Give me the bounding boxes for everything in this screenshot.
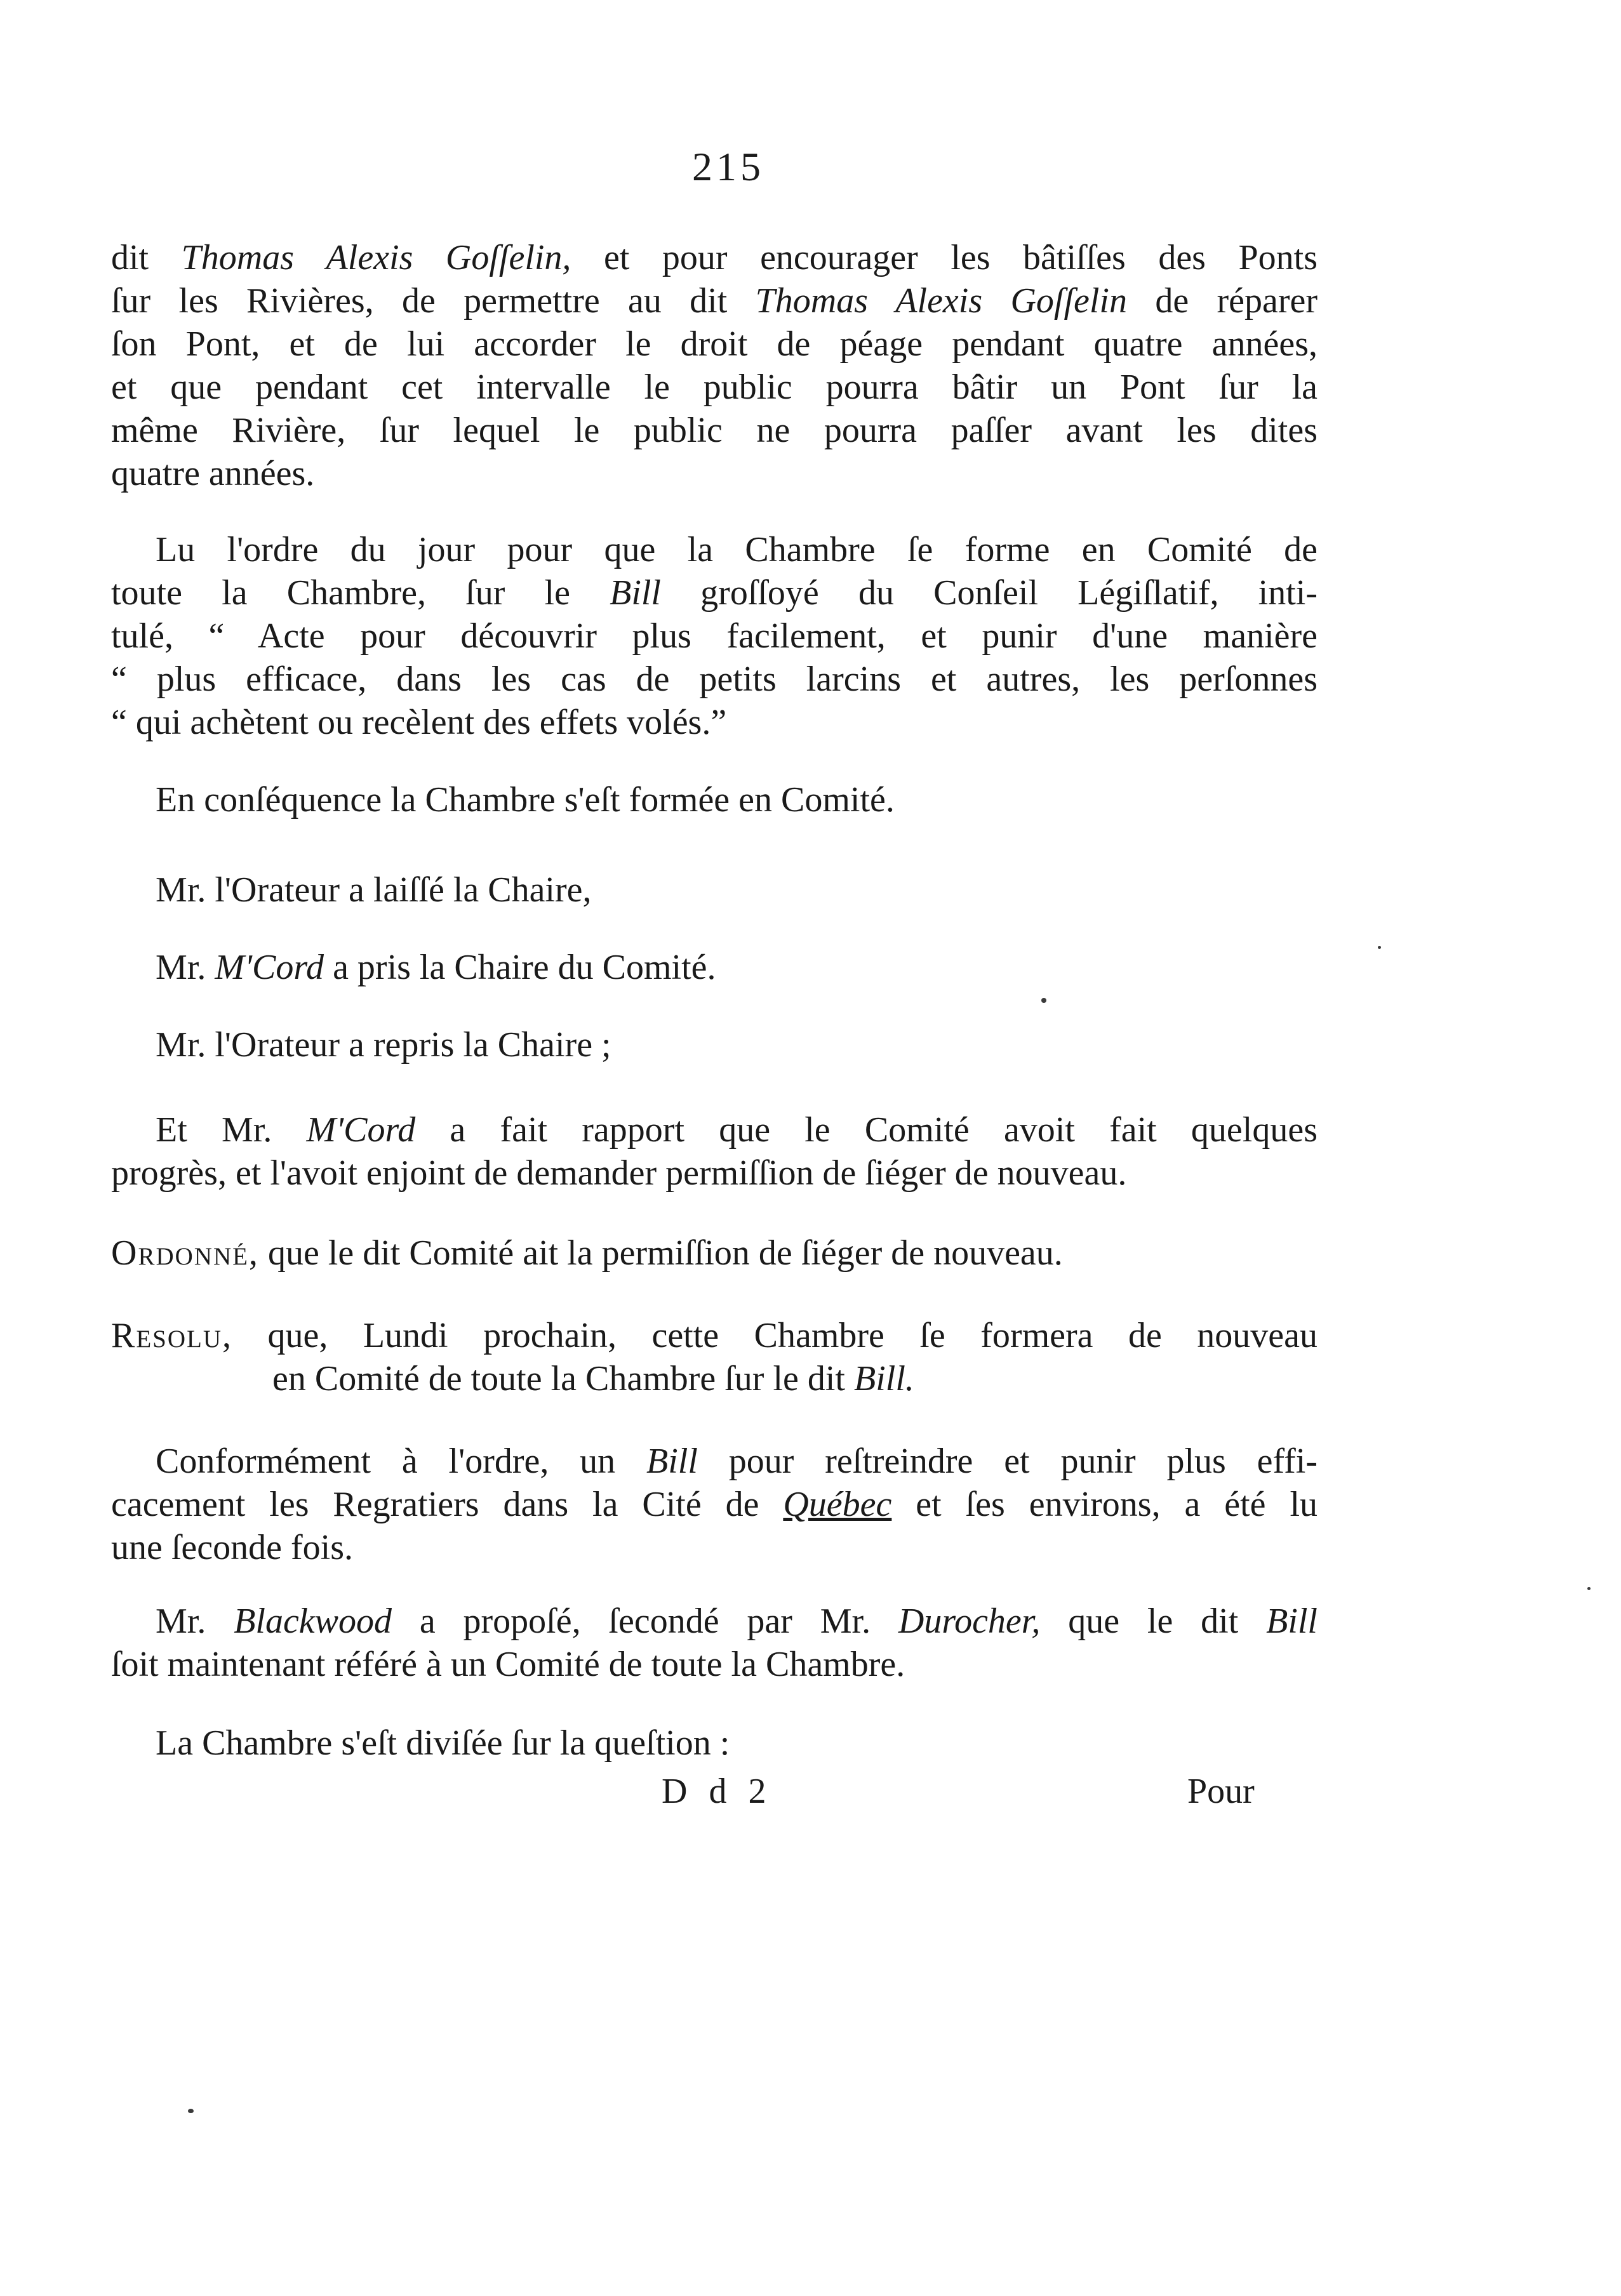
text-line xyxy=(111,279,1317,322)
small-caps-run: Ordonné, xyxy=(111,1233,259,1273)
italic-run: Bill xyxy=(610,573,661,613)
paragraph-mccord-took-chair xyxy=(111,946,1317,989)
text-line xyxy=(111,1483,1317,1526)
text-run: et ſes environs, a été lu xyxy=(891,1485,1318,1524)
text-run: a propoſé, ſecondé par Mr. xyxy=(392,1602,898,1641)
scan-speck xyxy=(1378,946,1381,949)
text-line xyxy=(111,614,1317,658)
text-run: tulé, “ Acte pour découvrir plus facilement, et punir d'une manière xyxy=(111,616,1317,656)
text-run: En conſéquence la Chambre s'eſt formée en Comité. xyxy=(156,780,895,820)
paragraph-speaker-resumed-chair xyxy=(111,1023,1317,1066)
text-line xyxy=(111,1023,1317,1066)
text-line xyxy=(111,1151,1317,1195)
italic-run: M'Cord xyxy=(306,1110,416,1150)
text-run: Mr. xyxy=(156,948,215,987)
paragraph-speaker-left-chair xyxy=(111,868,1317,912)
paragraph-gosselin-bridge xyxy=(111,236,1317,495)
text-line xyxy=(111,1231,1317,1275)
scan-speck xyxy=(188,2109,194,2113)
signature-mark: D d 2 xyxy=(662,1772,773,1811)
text-run: en Comité de toute la Chambre ſur le dit xyxy=(272,1359,854,1398)
small-caps-run: Resolu, xyxy=(111,1316,233,1355)
italic-run: Thomas Alexis Goſſelin, xyxy=(181,238,571,277)
catchword: Pour xyxy=(1187,1772,1255,1811)
text-run: ſoit maintenant référé à un Comité de toute la Chambre. xyxy=(111,1645,905,1684)
underlined-italic-run: Québec xyxy=(783,1485,892,1524)
text-run: pour reſtreindre et punir plus effi- xyxy=(697,1442,1317,1481)
text-run: progrès, et l'avoit enjoint de demander permiſſion de ſiéger de nouveau. xyxy=(111,1153,1127,1193)
italic-run: Durocher, xyxy=(898,1602,1041,1641)
text-run: une ſeconde fois. xyxy=(111,1528,353,1567)
italic-run: Bill. xyxy=(854,1359,914,1398)
text-line xyxy=(111,528,1317,571)
paragraph-regratiers-bill xyxy=(111,1440,1317,1569)
scan-speck xyxy=(1041,998,1046,1003)
text-run: toute la Chambre, ſur le xyxy=(111,573,610,613)
text-run: “ qui achètent ou recèlent des effets volés.” xyxy=(111,703,727,742)
text-run: ſon Pont, et de lui accorder le droit de péage pendant quatre années, xyxy=(111,324,1317,364)
italic-run: Blackwood xyxy=(234,1602,392,1641)
text-run: que, Lundi prochain, cette Chambre ſe formera de nouveau xyxy=(232,1316,1317,1355)
text-run: a pris la Chaire du Comité. xyxy=(324,948,716,987)
text-line xyxy=(111,701,1317,744)
text-line xyxy=(111,322,1317,366)
italic-run: Thomas Alexis Goſſelin xyxy=(755,281,1127,321)
text-line xyxy=(111,409,1317,452)
text-run: de réparer xyxy=(1127,281,1318,321)
text-run: dit xyxy=(111,238,182,277)
text-line xyxy=(111,1314,1317,1357)
text-run: Mr. l'Orateur a repris la Chaire ; xyxy=(156,1025,611,1065)
text-line xyxy=(111,1357,1317,1400)
text-line xyxy=(111,1440,1317,1483)
text-run: ſur les Rivières, de permettre au dit xyxy=(111,281,756,321)
text-line xyxy=(111,1722,1317,1765)
paragraph-order-of-day xyxy=(111,528,1317,744)
italic-run: Bill xyxy=(646,1442,698,1481)
text-run: que le dit Comité ait la permiſſion de ſiéger de nouveau. xyxy=(258,1233,1063,1273)
text-line xyxy=(111,658,1317,701)
text-line xyxy=(111,1643,1317,1686)
text-line xyxy=(111,236,1317,279)
text-line xyxy=(111,571,1317,614)
page-number: 215 xyxy=(692,144,764,189)
text-run: La Chambre s'eſt diviſée ſur la queſtion : xyxy=(156,1723,730,1763)
text-run: a fait rapport que le Comité avoit fait quelques xyxy=(415,1110,1317,1150)
paragraph-committee-formed xyxy=(111,778,1317,821)
text-run: “ plus efficace, dans les cas de petits larcins et autres, les perſonnes xyxy=(111,660,1317,699)
text-line xyxy=(111,1526,1317,1569)
text-line xyxy=(111,946,1317,989)
text-line xyxy=(111,366,1317,409)
scan-speck xyxy=(1587,1587,1591,1590)
text-run: quatre années. xyxy=(111,454,315,493)
paragraph-division xyxy=(111,1722,1317,1765)
text-line xyxy=(111,452,1317,495)
text-line xyxy=(111,778,1317,821)
text-run: Et Mr. xyxy=(156,1110,307,1150)
text-run: et pour encourager les bâtiſſes des Ponts xyxy=(571,238,1317,277)
text-run: cacement les Regratiers dans la Cité de xyxy=(111,1485,784,1524)
text-run: même Rivière, ſur lequel le public ne pourra paſſer avant les dites xyxy=(111,411,1317,450)
text-run: que le dit xyxy=(1040,1602,1267,1641)
paragraph-ordered xyxy=(111,1231,1317,1275)
paragraph-mccord-report xyxy=(111,1108,1317,1195)
text-line xyxy=(111,1108,1317,1151)
italic-run: Bill xyxy=(1266,1602,1317,1641)
text-line xyxy=(111,1600,1317,1643)
text-run: et que pendant cet intervalle le public pourra bâtir un Pont ſur la xyxy=(111,368,1317,407)
text-run: Mr. l'Orateur a laiſſé la Chaire, xyxy=(156,870,592,910)
italic-run: M'Cord xyxy=(215,948,324,987)
text-run: Lu l'ordre du jour pour que la Chambre ſe forme en Comité de xyxy=(156,530,1317,569)
paragraph-resolved xyxy=(111,1314,1317,1400)
text-run: Mr. xyxy=(156,1602,234,1641)
text-run: groſſoyé du Conſeil Légiſlatif, inti- xyxy=(661,573,1318,613)
paragraph-blackwood-motion xyxy=(111,1600,1317,1686)
text-run: Conformément à l'ordre, un xyxy=(156,1442,646,1481)
text-line xyxy=(111,868,1317,912)
